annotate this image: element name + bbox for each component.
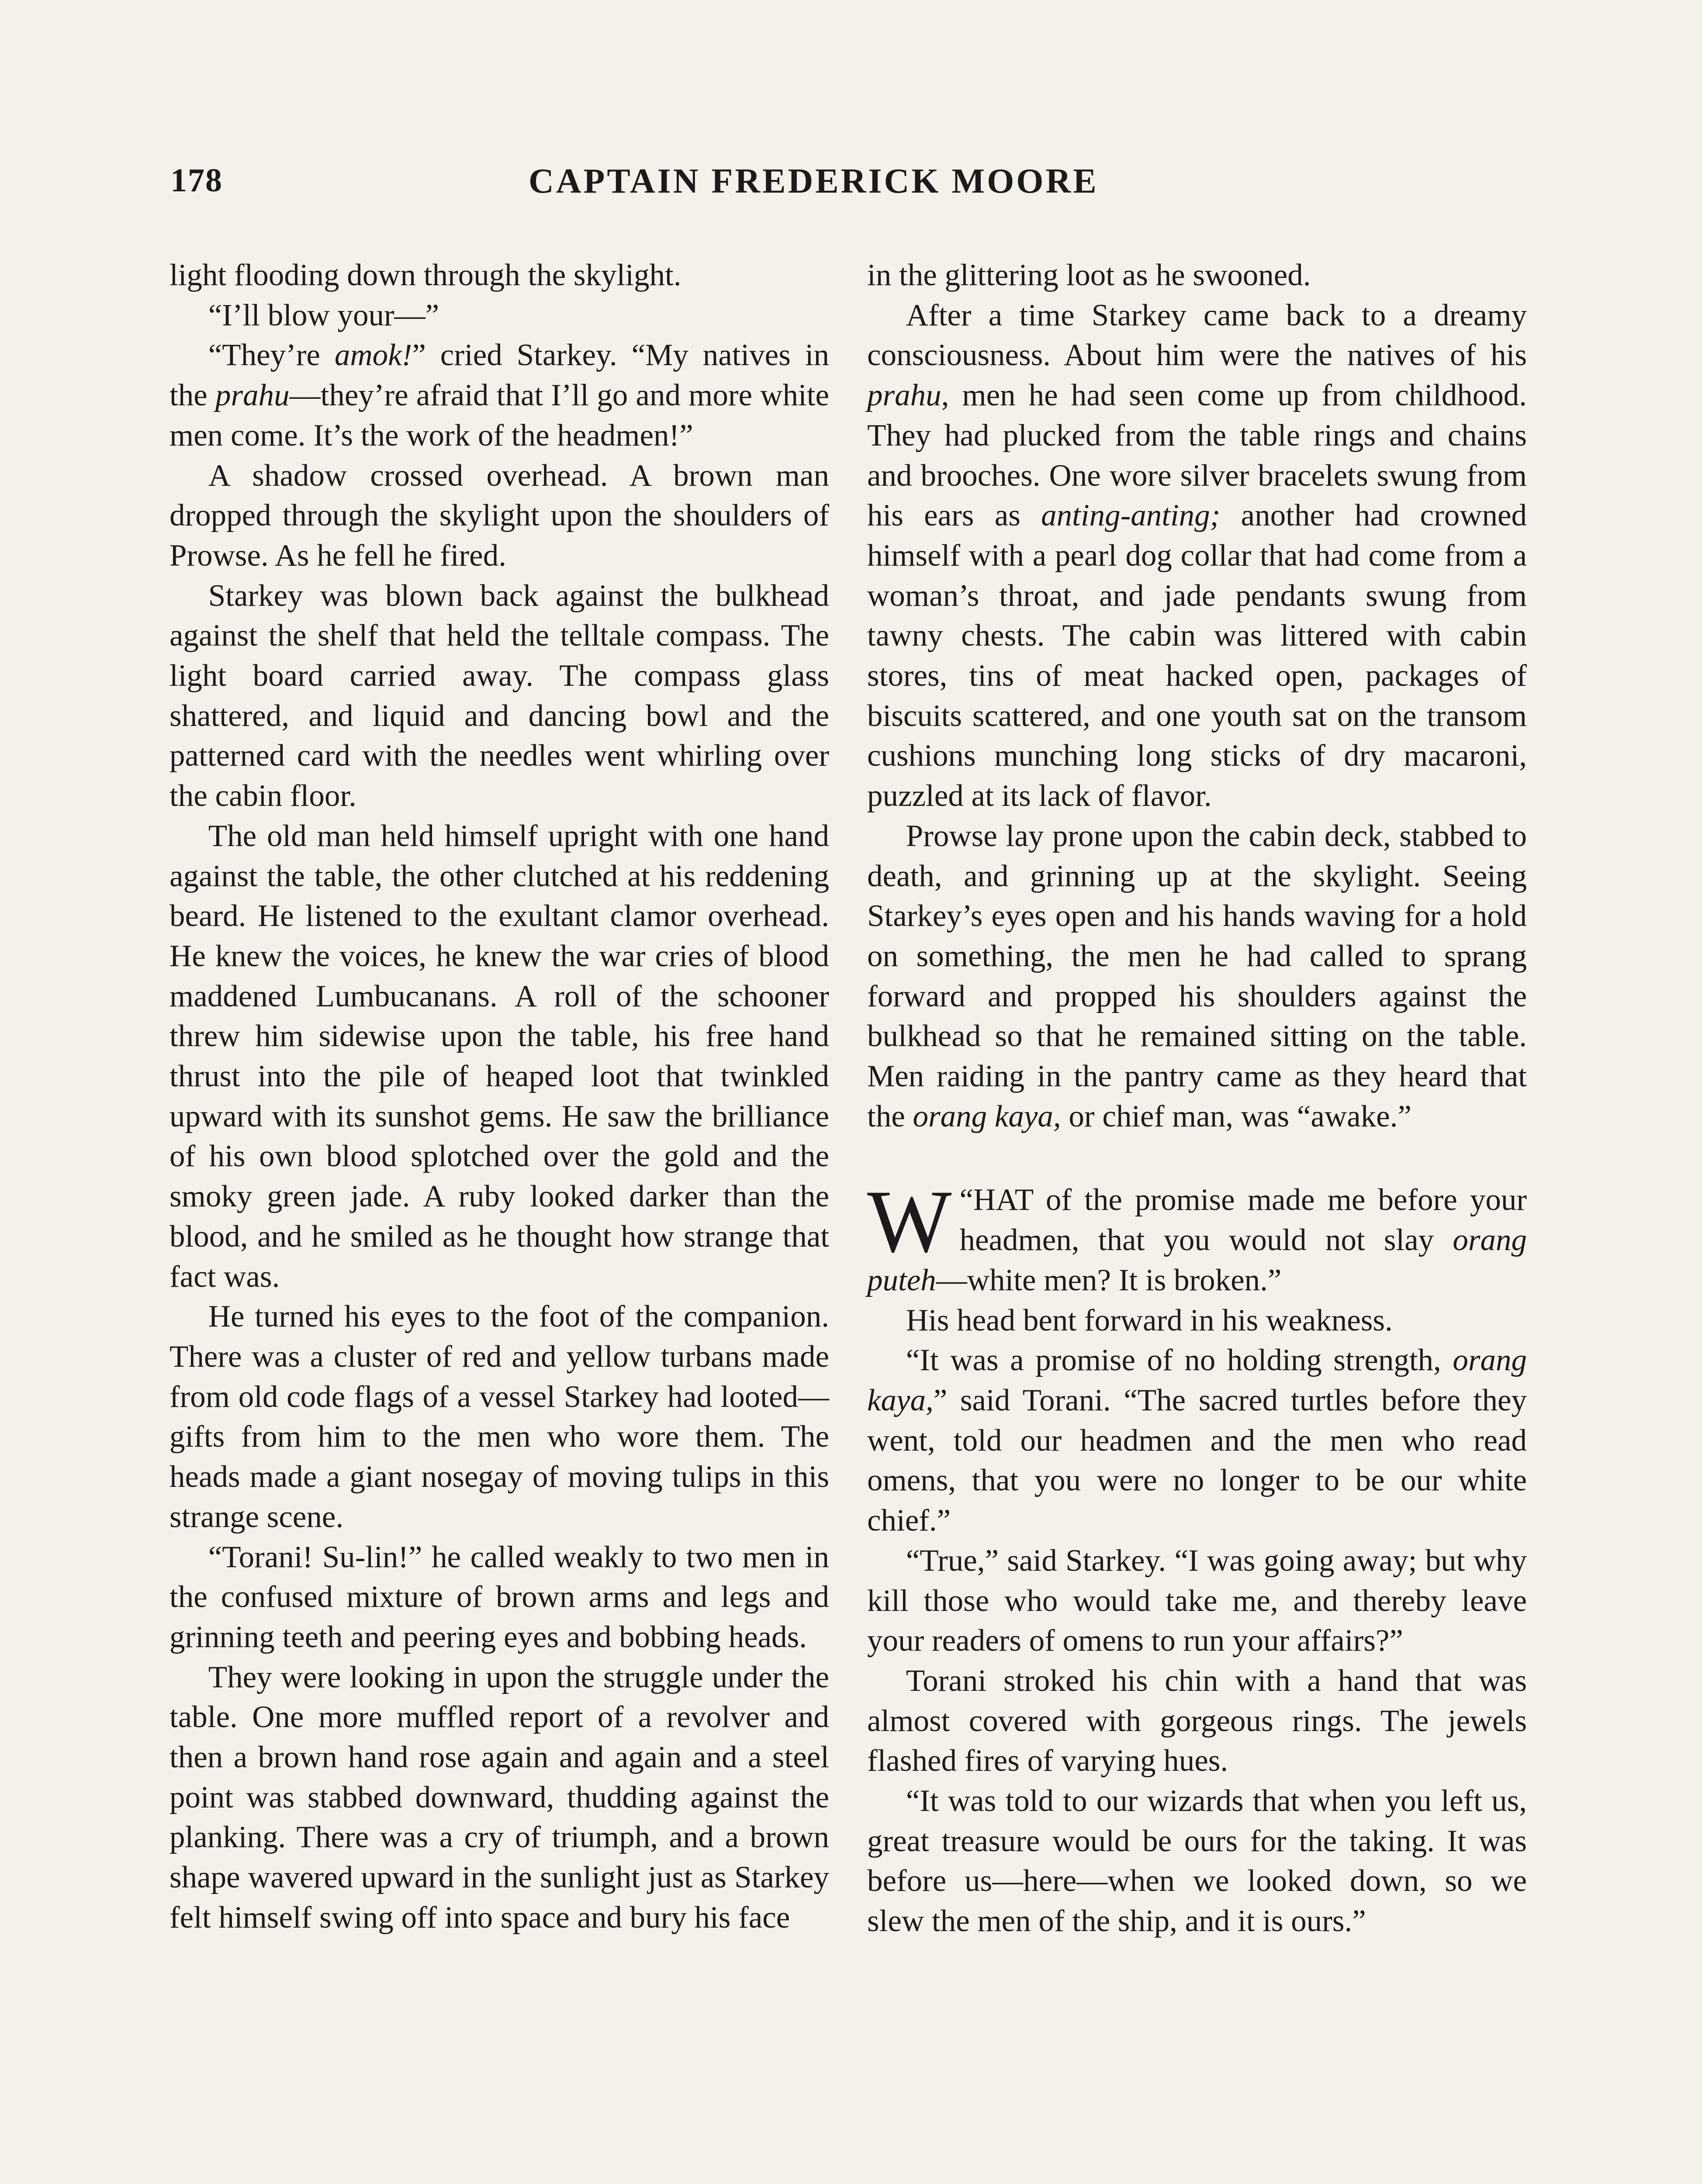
italic-text: anting-anting; bbox=[1041, 498, 1221, 533]
text-run: —they’re afraid that I’ll go and more white men come. It’s the work of the headmen!” bbox=[170, 378, 829, 453]
text-run: “It was a promise of no holding strength, bbox=[906, 1343, 1453, 1378]
text-run: or chief man, was “awake.” bbox=[1061, 1099, 1411, 1133]
paragraph: A shadow crossed overhead. A brown man dropped through the skylight upon the shoulders of Prowse. As he fell he fired. bbox=[170, 458, 829, 573]
paragraph: The old man held himself upright with one hand against the table, the other clutched at his reddening beard. He listened to the exultant clamor overhead. He knew the voices, he knew the war cries of blood maddened Lumbucanans. A roll of the schooner threw him sidewise upon the table, his free hand thrust into the pile of heaped loot that twinkled upward with its sunshot gems. He saw the brilliance of his own blood splotched over the gold and the smoky green jade. A ruby looked darker than the blood, and he smiled as he thought how strange that fact was. bbox=[170, 819, 829, 1294]
text-run: —white men? It is broken.” bbox=[936, 1263, 1282, 1297]
left-text-column bbox=[170, 256, 829, 1938]
text-run: another had crowned himself with a pearl dog collar that had come from a woman’s throat, and jade pendants swung from tawny chests. The cabin was littered with cabin stores, tins of meat hacked open, packages of biscuits scattered, and one youth sat on the transom cushions munching long sticks of dry macaroni, puzzled at its lack of flavor. bbox=[867, 498, 1527, 813]
text-run: ” cried Starkey. “My natives in the bbox=[170, 338, 829, 413]
drop-cap: W bbox=[867, 1172, 952, 1272]
italic-text: orang kaya, bbox=[913, 1099, 1061, 1133]
paragraph bbox=[170, 335, 829, 456]
paragraph: They were looking in upon the struggle under the table. One more muffled report of a revolver and then a brown hand rose again and again and a steel point was stabbed downward, thudding against the planking. There was a cry of triumph, and a brown shape wavered upward in the sunlight just as Starkey felt himself swing off into space and bury his face bbox=[170, 1660, 829, 1935]
page-header bbox=[170, 162, 1149, 223]
italic-text: prahu bbox=[215, 378, 290, 413]
paragraph: in the glittering loot as he swooned. bbox=[867, 258, 1311, 292]
page-number: 178 bbox=[170, 162, 223, 199]
section-opening-paragraph bbox=[867, 1172, 1527, 1300]
paragraph: “True,” said Starkey. “I was going away; but why kill those who would take me, and thereby leave your readers of omens to run your affairs?” bbox=[867, 1543, 1527, 1658]
italic-text: orang puteh bbox=[867, 1223, 1527, 1297]
right-text-column bbox=[867, 256, 1527, 1942]
opening-quote: “ bbox=[959, 1183, 974, 1217]
text-run: Prowse lay prone upon the cabin deck, stabbed to death, and grinning up at the skylight. Seeing Starkey’s eyes open and his hands waving for a hold on something, the men he had called to sprang forward and propped his shoulders against the bulkhead so that he remained sitting on the table. Men raiding in the pantry came as they heard that the bbox=[867, 819, 1527, 1133]
italic-text: orang kaya, bbox=[867, 1343, 1527, 1417]
paragraph: “It was told to our wizards that when you left us, great treasure would be ours for the taking. It was before us—here—when we looked down, so we slew the men of the ship, and it is ours.” bbox=[867, 1784, 1527, 1939]
paragraph bbox=[867, 816, 1527, 1137]
paragraph: His head bent forward in his weakness. bbox=[906, 1303, 1393, 1337]
running-title: CAPTAIN FREDERICK MOORE bbox=[529, 162, 1099, 200]
text-run: ” said Torani. “The sacred turtles before they went, told our headmen and the men who read omens, that you were no longer to be our white chief.” bbox=[867, 1383, 1527, 1538]
paragraph: “I’ll blow your—” bbox=[208, 298, 439, 332]
text-run: After a time Starkey came back to a dreamy consciousness. About him were the natives of his bbox=[867, 298, 1527, 373]
text-run: , men he had seen come up from childhood. They had plucked from the table rings and chains and brooches. One wore silver bracelets swung from his ears as bbox=[867, 378, 1527, 533]
italic-text: prahu bbox=[867, 378, 941, 413]
paragraph: Starkey was blown back against the bulkhead against the shelf that held the telltale compass. The light board carried away. The compass glass shattered, and liquid and dancing bowl and the patterned card with the needles went whirling over the cabin floor. bbox=[170, 578, 829, 813]
paragraph: He turned his eyes to the foot of the companion. There was a cluster of red and yellow turbans made from old code flags of a vessel Starkey had looted—gifts from him to the men who wore them. The heads made a giant nosegay of moving tulips in this strange scene. bbox=[170, 1299, 829, 1534]
paragraph bbox=[867, 1341, 1527, 1541]
text-run: HAT of the promise made me before your headmen, that you would not slay bbox=[959, 1183, 1527, 1258]
paragraph: “Torani! Su-lin!” he called weakly to two men in the confused mixture of brown arms and legs and grinning teeth and peering eyes and bobbing heads. bbox=[170, 1540, 829, 1654]
paragraph: Torani stroked his chin with a hand that was almost covered with gorgeous rings. The jewels flashed fires of varying hues. bbox=[867, 1663, 1527, 1778]
paragraph: light flooding down through the skylight. bbox=[170, 258, 681, 292]
text-run: “They’re bbox=[208, 338, 335, 373]
italic-text: amok! bbox=[334, 338, 412, 373]
paragraph bbox=[867, 296, 1527, 816]
